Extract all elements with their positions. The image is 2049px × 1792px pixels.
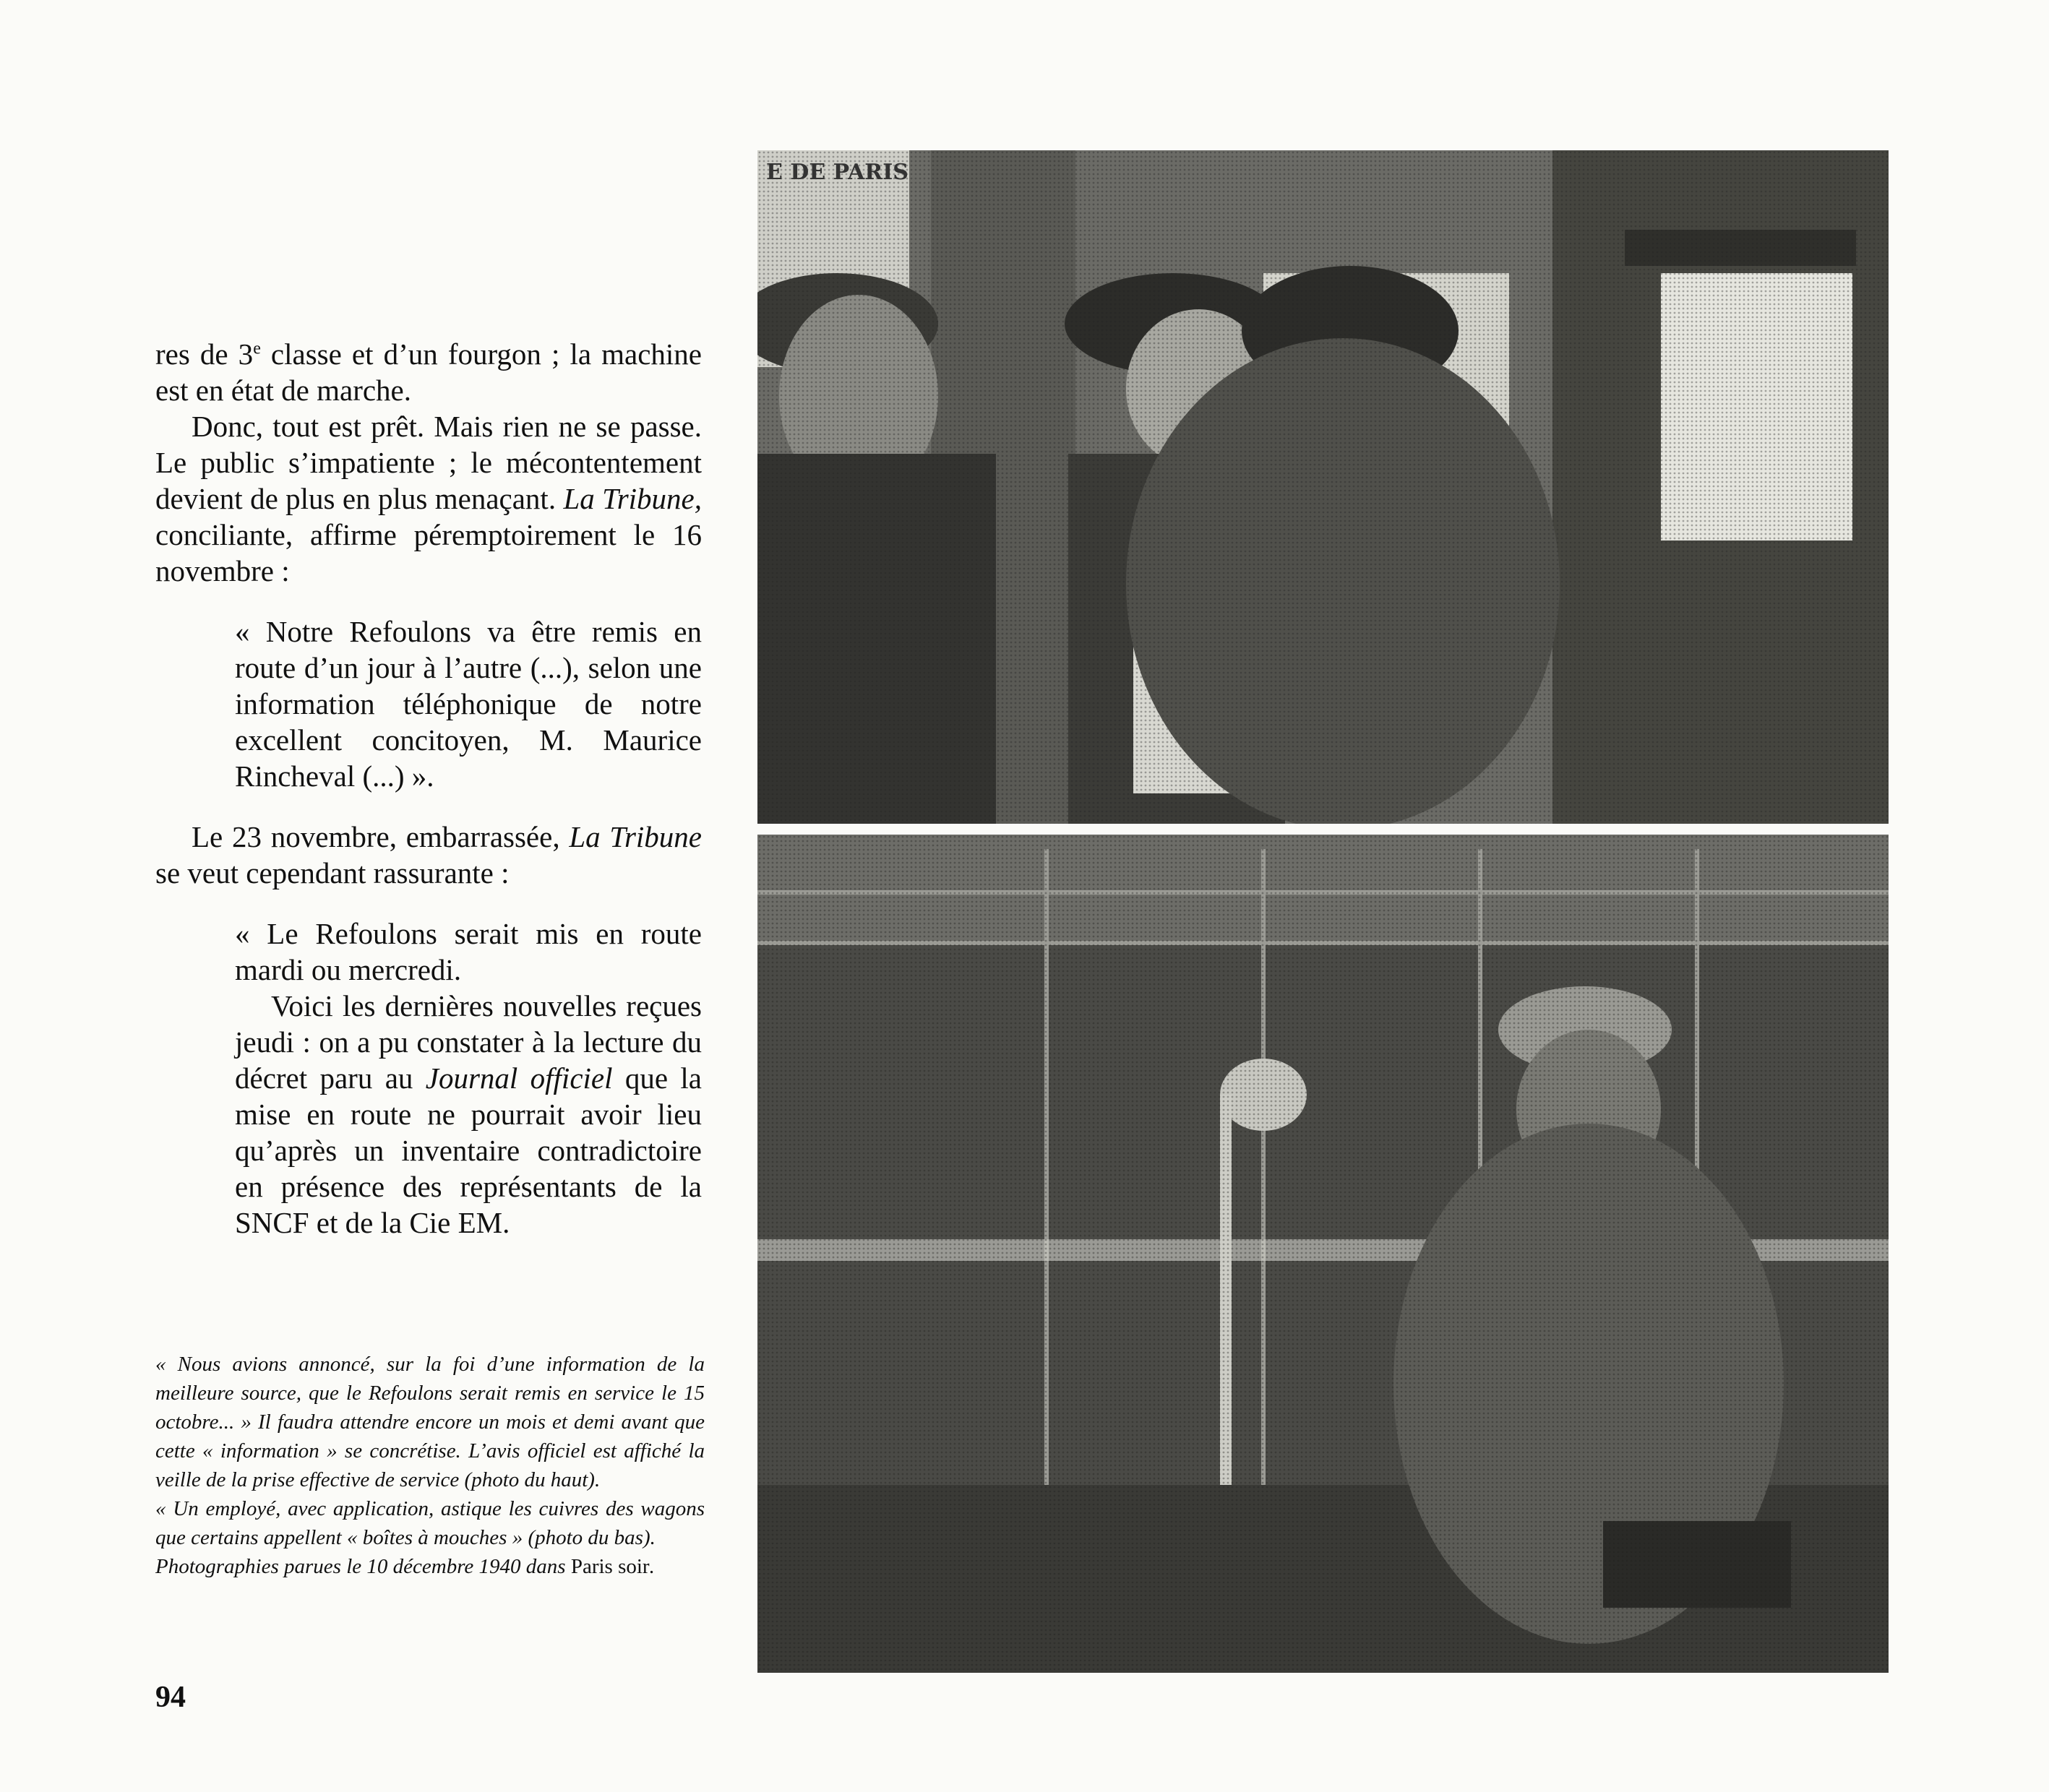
photo-ticket-window — [757, 150, 1889, 824]
photo-polishing-wagon-image — [757, 835, 1889, 1673]
quote-1: « Notre Refoulons va être remis en route d’un jour à l’autre (...), selon une information téléphonique de notre excellent concitoyen, M. Maurice Rincheval (...) ». — [235, 615, 702, 793]
newspaper-title: La Tribune — [569, 820, 702, 853]
newspaper-title: La Tribune, — [563, 482, 703, 515]
photo-caption — [155, 1350, 705, 1581]
superscript-e: e — [253, 339, 261, 358]
paragraph-3: Le 23 novembre, embarrassée, La Tribune se veut cependant rassurante : — [155, 820, 702, 889]
paragraph-1: res de 3e classe et d’un fourgon ; la machine est en état de marche. — [155, 337, 702, 407]
caption-part-1: « Nous avions annoncé, sur la foi d’une information de la meilleure source, que le Refoulons serait remis en service le 15 octobre... » Il faudra attendre encore un mois et demi avant que cette « information » se concrétise. L’avis officiel est affiché la veille de la prise effective de service (photo du haut). — [155, 1353, 705, 1491]
page-number: 94 — [155, 1681, 186, 1714]
caption-part-2: « Un employé, avec application, astique les cuivres des wagons que certains appellent « boîtes à mouches » (photo du bas). — [155, 1497, 705, 1549]
caption-part-3: Photographies parues le 10 décembre 1940 dans Paris soir. — [155, 1555, 655, 1578]
photo-ticket-window-image — [757, 150, 1889, 824]
body-text-column — [155, 336, 702, 1241]
quote-2-line-1: « Le Refoulons serait mis en route mardi ou mercredi. — [235, 917, 702, 986]
journal-title: Journal officiel — [425, 1061, 613, 1095]
quote-2-paragraph-2: Voici les dernières nouvelles reçues jeudi : on a pu constater à la lecture du décret paru au Journal officiel que la mise en route ne pourrait avoir lieu qu’après un inventaire contradictoire en présence des représentants de la SNCF et de la Cie EM. — [235, 989, 702, 1239]
paragraph-2: Donc, tout est prêt. Mais rien ne se passe. Le public s’impatiente ; le mécontentement devient de plus en plus menaçant. La Tribune, conciliante, affirme péremptoirement le 16 novembre : — [155, 410, 703, 587]
sign-text: E DE PARIS — [766, 160, 908, 185]
photo-polishing-wagon — [757, 835, 1889, 1673]
